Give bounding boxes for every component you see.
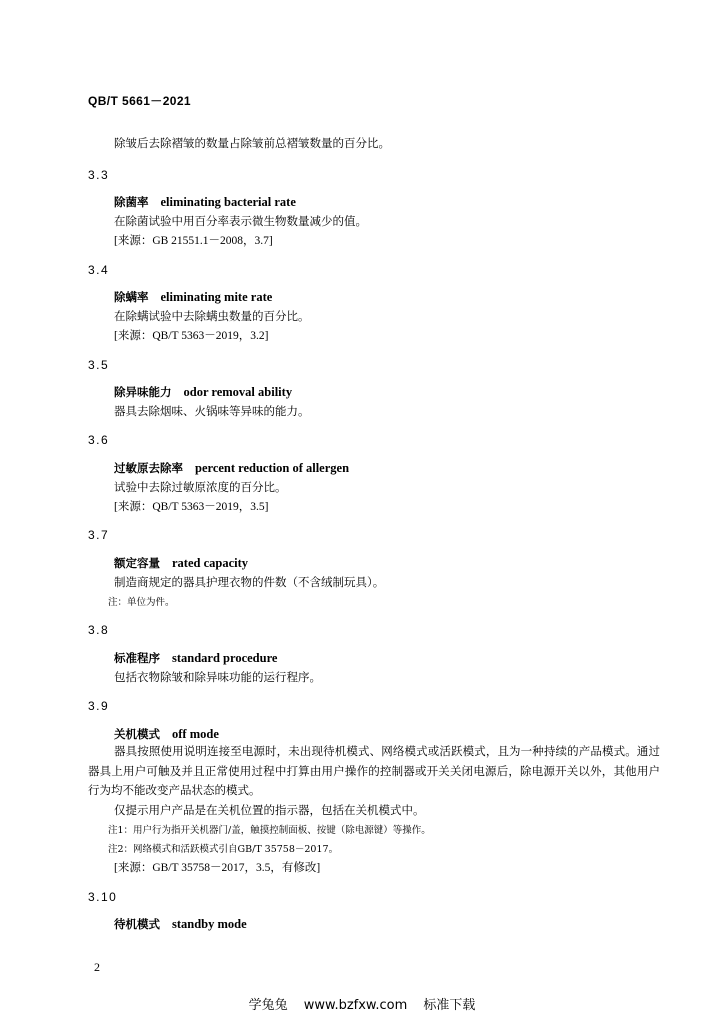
term-cn: 除菌率 <box>114 195 149 209</box>
section-number-3-6: 3.6 <box>88 433 110 447</box>
term-heading-3-7 <box>114 555 248 571</box>
section-number-3-5: 3.5 <box>88 358 110 372</box>
term-en: eliminating bacterial rate <box>160 195 296 209</box>
footer-tagline: 标准下载 <box>423 998 476 1013</box>
intro-line: 除皱后去除褶皱的数量占除皱前总褶皱数量的百分比。 <box>114 136 390 150</box>
source-3-9: [来源：GB/T 35758－2017，3.5，有修改] <box>114 862 321 874</box>
term-cn: 标准程序 <box>114 651 160 665</box>
note-1-3-9: 注1：用户行为指开关机器门/盖，触摸控制面板、按键（除电源键）等操作。 <box>108 825 431 836</box>
term-en: percent reduction of allergen <box>195 461 350 475</box>
term-cn: 额定容量 <box>114 556 160 570</box>
note-3-7: 注：单位为件。 <box>108 597 175 608</box>
definition-3-5: 器具去除烟味、火锅味等异味的能力。 <box>114 404 310 418</box>
term-heading-3-10 <box>114 916 247 932</box>
page-number: 2 <box>94 960 100 974</box>
term-en: standby mode <box>172 917 247 931</box>
term-cn: 关机模式 <box>114 727 160 741</box>
definition-paragraph-3-9: 器具按照使用说明连接至电源时，未出现待机模式、网络模式或活跃模式，且为一种持续的产品模式。通过器具上用户可触及并且正常使用过程中打算由用户操作的控制器或开关关闭电源后，除电源开关以外，其他用户行为均不能改变产品状态的模式。 <box>88 744 660 798</box>
term-en: rated capacity <box>172 556 249 570</box>
section-number-3-10: 3.10 <box>88 890 118 904</box>
definition-3-7: 制造商规定的器具护理衣物的件数（不含绒制玩具）。 <box>114 575 385 589</box>
term-cn: 除螨率 <box>114 290 149 304</box>
term-cn: 过敏原去除率 <box>114 461 183 475</box>
standard-number: QB/T 5661－2021 <box>88 94 191 108</box>
term-cn: 除异味能力 <box>114 385 172 399</box>
term-en: standard procedure <box>172 651 278 665</box>
section-number-3-3: 3.3 <box>88 168 110 182</box>
definition-note-paragraph-3-9: 仅提示用户产品是在关机位置的指示器，包括在关机模式中。 <box>114 803 425 817</box>
definition-3-3: 在除菌试验中用百分率表示微生物数量减少的值。 <box>114 214 367 228</box>
definition-3-4: 在除螨试验中去除螨虫数量的百分比。 <box>114 309 310 323</box>
term-en: off mode <box>172 727 219 741</box>
term-heading-3-5 <box>114 384 292 400</box>
term-en: odor removal ability <box>183 385 293 399</box>
term-heading-3-8 <box>114 650 277 666</box>
source-3-6: [来源：QB/T 5363－2019，3.5] <box>114 501 269 513</box>
source-3-3: [来源：GB 21551.1－2008，3.7] <box>114 235 273 247</box>
term-heading-3-3 <box>114 194 296 210</box>
note-2-3-9: 注2：网络模式和活跃模式引自GB/T 35758－2017。 <box>108 844 339 855</box>
watermark-footer <box>0 994 724 1013</box>
section-number-3-9: 3.9 <box>88 699 110 713</box>
footer-url[interactable]: www.bzfxw.com <box>303 998 408 1013</box>
term-heading-3-4 <box>114 289 272 305</box>
section-number-3-7: 3.7 <box>88 528 110 542</box>
term-heading-3-6 <box>114 460 349 476</box>
term-heading-3-9 <box>114 726 219 742</box>
section-number-3-4: 3.4 <box>88 263 110 277</box>
section-number-3-8: 3.8 <box>88 623 110 637</box>
term-cn: 待机模式 <box>114 917 160 931</box>
definition-3-6: 试验中去除过敏原浓度的百分比。 <box>114 480 287 494</box>
term-en: eliminating mite rate <box>160 290 273 304</box>
definition-3-8: 包括衣物除皱和除异味功能的运行程序。 <box>114 670 321 684</box>
source-3-4: [来源：QB/T 5363－2019，3.2] <box>114 330 269 342</box>
footer-site-name: 学兔兔 <box>248 998 288 1013</box>
